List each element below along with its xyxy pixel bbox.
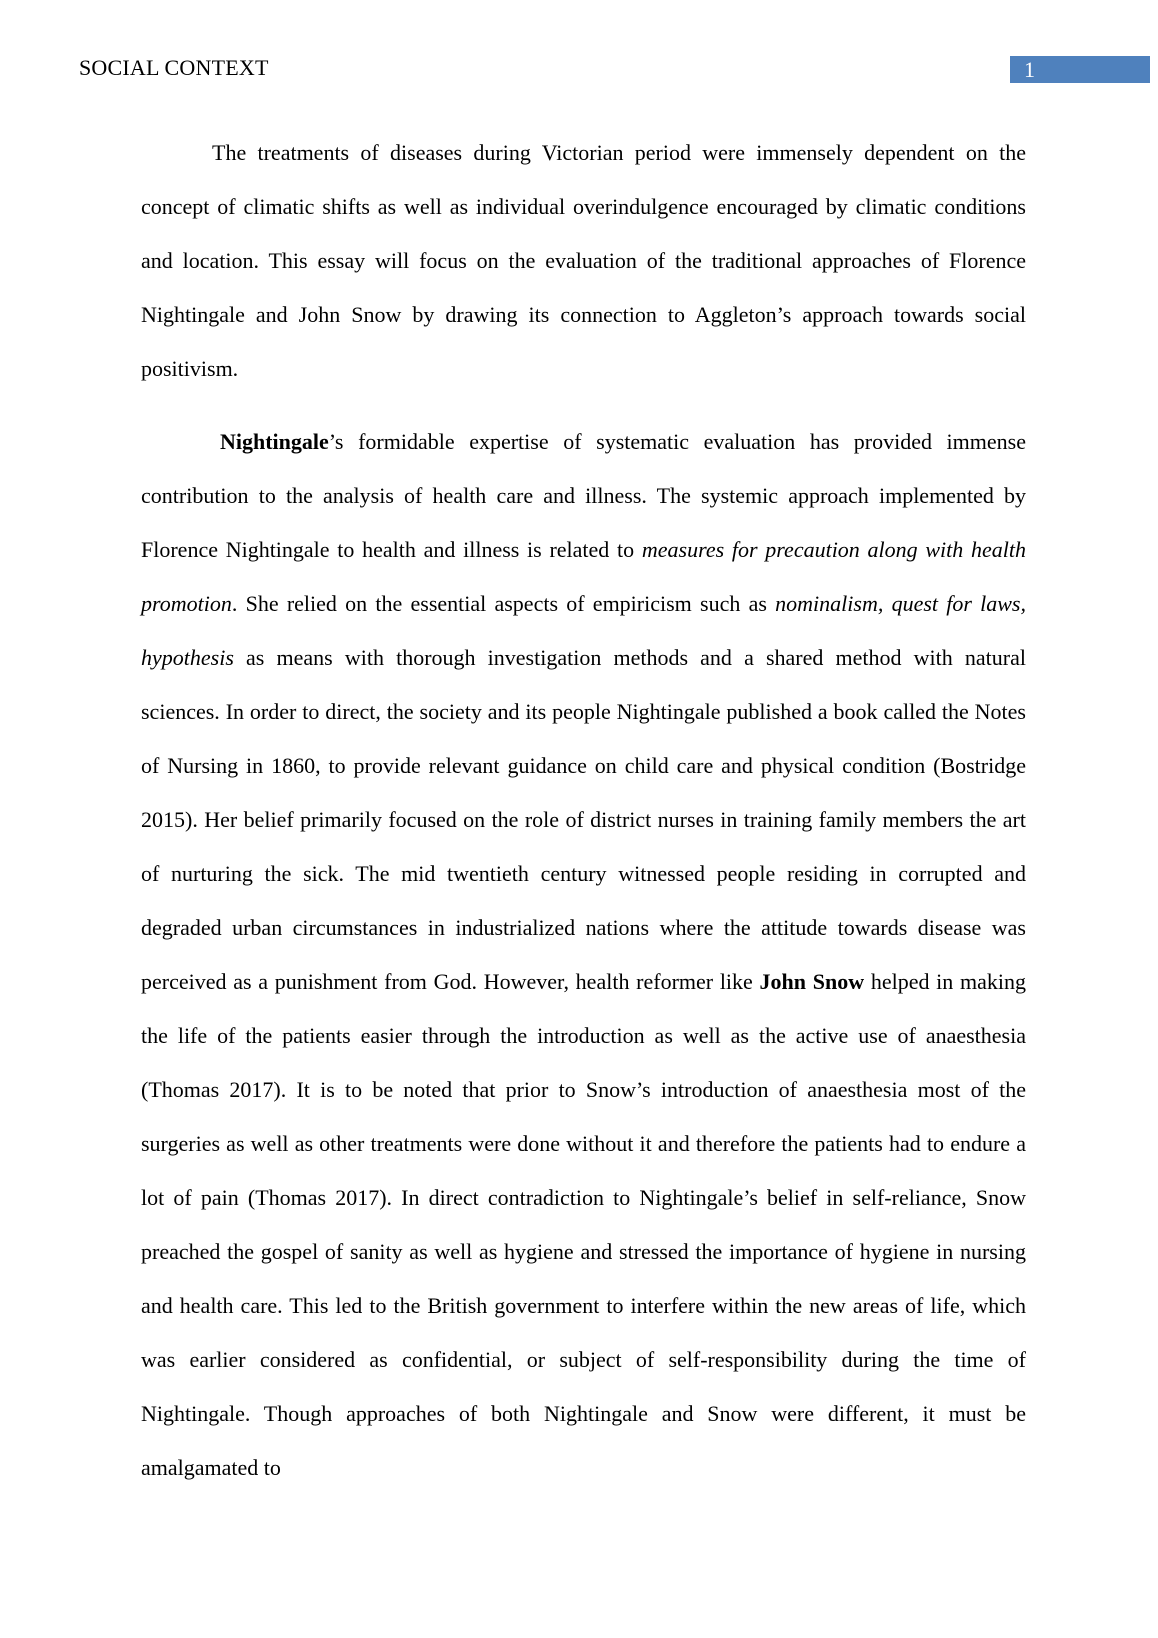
text-run: ’s formidable expertise of systematic evaluation has provided immense contribution to the analysis of health care and illness. The systemic approach implemented by Florence Nightingale to health and illness is related to <box>141 429 1026 562</box>
essay-body <box>141 126 1026 1495</box>
text-run: helped in making the life of the patients easier through the introduction as well as the active use of anaesthesia (Thomas 2017). It is to be noted that prior to Snow’s introduction of anaesthesia most of the surgeries as well as other treatments were done without it and therefore the patients had to endure a lot of pain (Thomas 2017). In direct contradiction to Nightingale’s belief in self-reliance, Snow preached the gospel of sanity as well as hygiene and stressed the importance of hygiene in nursing and health care. This led to the British government to interfere within the new areas of life, which was earlier considered as confidential, or subject of self-responsibility during the time of Nightingale. Though approaches of both Nightingale and Snow were different, it must be amalgamated to <box>141 969 1026 1480</box>
italic-phrase-precaution: measures for precaution along with health promotion <box>141 537 1026 616</box>
paragraph-intro: The treatments of diseases during Victorian period were immensely dependent on the concept of climatic shifts as well as individual overindulgence encouraged by climatic conditions and location. This essay will focus on the evaluation of the traditional approaches of Florence Nightingale and John Snow by drawing its connection to Aggleton’s approach towards social positivism. <box>141 140 1026 381</box>
running-head: SOCIAL CONTEXT <box>79 55 269 80</box>
bold-term-nightingale: Nightingale <box>220 429 329 454</box>
bold-term-john-snow: John Snow <box>759 969 865 994</box>
paragraph-nightingale-snow <box>141 415 1026 1495</box>
italic-phrase-empiricism: nominalism, quest for laws, hypothesis <box>141 591 1026 670</box>
text-run: . She relied on the essential aspects of empiricism such as <box>231 591 776 616</box>
text-run: as means with thorough investigation methods and a shared method with natural sciences. In order to direct, the society and its people Nightingale published a book called the Notes of Nursing in 1860, to provide relevant guidance on child care and physical condition (Bostridge 2015). Her belief primarily focused on the role of district nurses in training family members the art of nurturing the sick. The mid twentieth century witnessed people residing in corrupted and degraded urban circumstances in industrialized nations where the attitude towards disease was perceived as a punishment from God. However, health reformer like <box>141 645 1026 994</box>
page-number: 1 <box>1010 56 1150 83</box>
